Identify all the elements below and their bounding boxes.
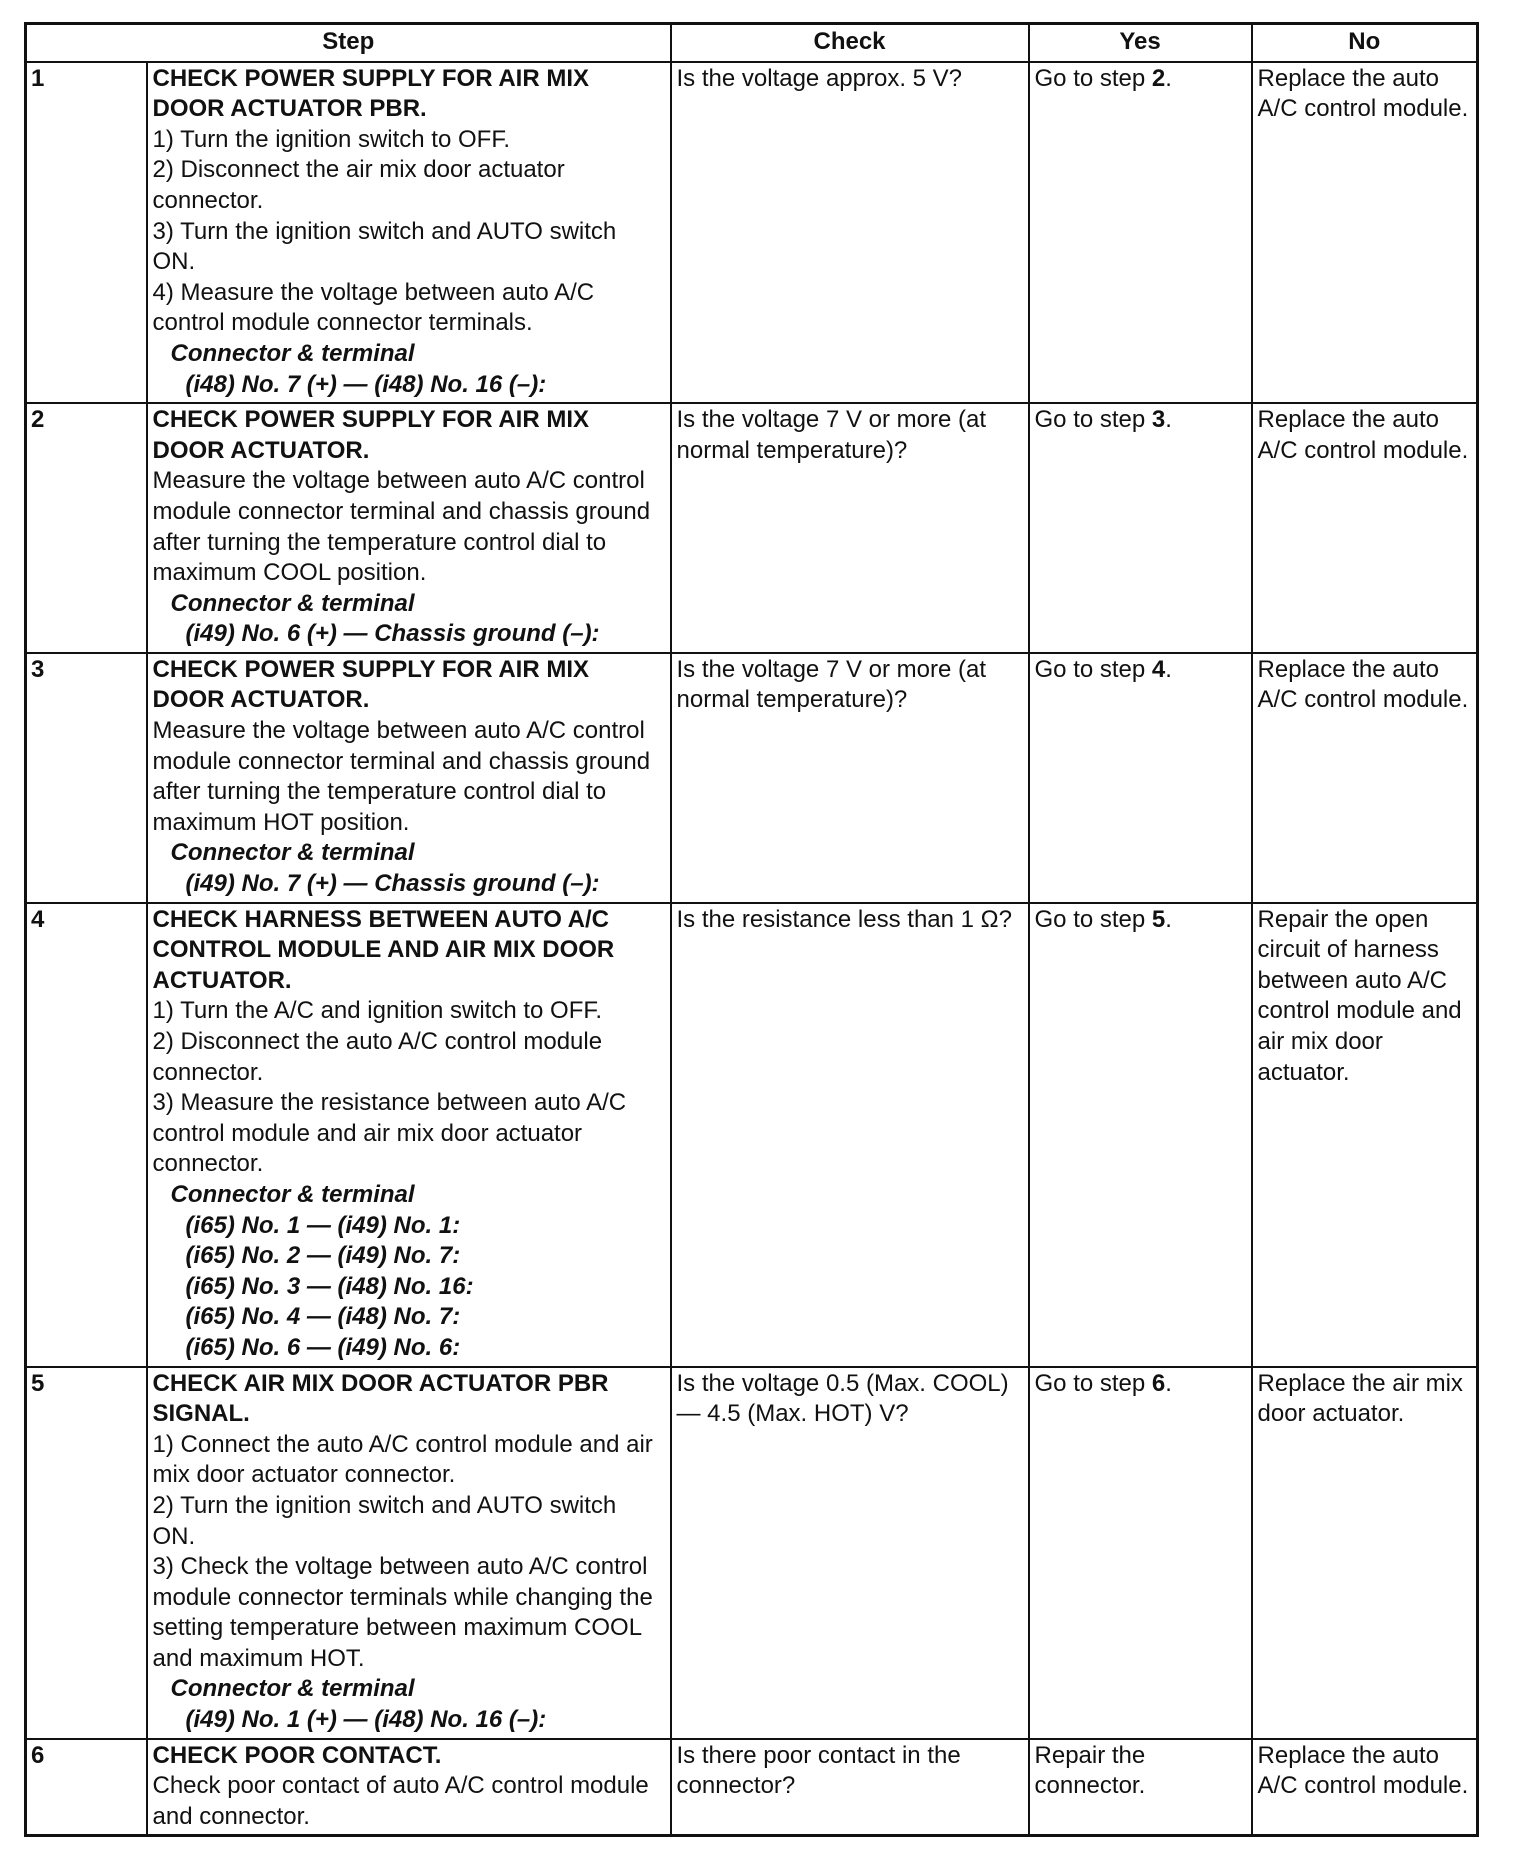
yes-step-number: 5 xyxy=(1151,905,1166,933)
instruction-line: 3) Check the voltage between auto A/C control module connector terminals while changing the setting temperature between maximum COOL and maximum HOT. xyxy=(152,1553,653,1672)
step-number: 3 xyxy=(26,653,147,903)
instruction-line: Measure the voltage between auto A/C control module connector terminal and chassis ground after turning the temperature control dial to maximum HOT position. xyxy=(152,717,651,836)
step-description xyxy=(147,653,671,903)
check-cell: Is the voltage approx. 5 V? xyxy=(671,62,1029,404)
step-description xyxy=(147,1367,671,1739)
instruction-line: Check poor contact of auto A/C control module and connector. xyxy=(152,1772,649,1830)
table-row xyxy=(26,653,1478,903)
terminal-pair: (i65) No. 1 — (i49) No. 1: xyxy=(185,1211,461,1239)
connector-label: Connector & terminal xyxy=(170,1180,415,1208)
instruction-line: 1) Turn the ignition switch to OFF. xyxy=(152,125,510,153)
yes-cell: Go to step 2. xyxy=(1029,62,1252,404)
yes-step-number: 3 xyxy=(1151,406,1166,434)
instruction-line: 3) Measure the resistance between auto A/C control module and air mix door actuator connector. xyxy=(152,1089,627,1178)
step-instructions xyxy=(153,1771,665,1832)
step-instructions xyxy=(153,996,665,1180)
step-title: CHECK HARNESS BETWEEN AUTO A/C CONTROL MODULE AND AIR MIX DOOR ACTUATOR. xyxy=(152,905,615,994)
instruction-line: Measure the voltage between auto A/C control module connector terminal and chassis ground after turning the temperature control dial to maximum COOL position. xyxy=(152,467,651,587)
step-title: CHECK POWER SUPPLY FOR AIR MIX DOOR ACTUATOR PBR. xyxy=(152,64,589,123)
step-description xyxy=(147,1739,671,1836)
connector-terminals xyxy=(153,1211,665,1364)
header-yes: Yes xyxy=(1029,24,1252,62)
step-number: 6 xyxy=(26,1739,147,1836)
no-cell: Replace the auto A/C control module. xyxy=(1252,653,1478,903)
table-header-row xyxy=(26,24,1478,62)
instruction-line: 4) Measure the voltage between auto A/C control module connector terminals. xyxy=(152,278,595,337)
header-check: Check xyxy=(671,24,1029,62)
yes-cell: Repair the connector. xyxy=(1029,1739,1252,1836)
step-instructions xyxy=(153,716,665,838)
step-title: CHECK POWER SUPPLY FOR AIR MIX DOOR ACTUATOR. xyxy=(152,406,589,464)
step-description xyxy=(147,62,671,404)
connector-label: Connector & terminal xyxy=(170,589,415,617)
yes-step-number: 2 xyxy=(1151,64,1166,92)
step-description xyxy=(147,403,671,653)
no-cell: Replace the auto A/C control module. xyxy=(1252,403,1478,653)
step-number: 2 xyxy=(26,403,147,653)
step-number: 5 xyxy=(26,1367,147,1739)
check-cell: Is the resistance less than 1 Ω? xyxy=(671,903,1029,1367)
no-cell: Repair the open circuit of harness between auto A/C control module and air mix door actuator. xyxy=(1252,903,1478,1367)
terminal-pair: (i49) No. 6 (+) — Chassis ground (–): xyxy=(185,620,600,648)
check-cell: Is the voltage 7 V or more (at normal temperature)? xyxy=(671,653,1029,903)
table-row xyxy=(26,1367,1478,1739)
yes-step-number: 4 xyxy=(1151,655,1166,683)
check-cell: Is there poor contact in the connector? xyxy=(671,1739,1029,1836)
no-cell: Replace the auto A/C control module. xyxy=(1252,1739,1478,1836)
instruction-line: 2) Disconnect the auto A/C control module connector. xyxy=(152,1028,603,1086)
table-row xyxy=(26,1739,1478,1836)
instruction-line: 1) Connect the auto A/C control module and air mix door actuator connector. xyxy=(152,1430,653,1489)
instruction-line: 3) Turn the ignition switch and AUTO switch ON. xyxy=(152,217,617,276)
instruction-line: 1) Turn the A/C and ignition switch to OFF. xyxy=(152,997,603,1025)
header-step: Step xyxy=(26,24,671,62)
diagnostic-table xyxy=(24,22,1479,1837)
table-row xyxy=(26,403,1478,653)
yes-step-number: 6 xyxy=(1151,1369,1166,1397)
step-instructions xyxy=(153,1430,665,1675)
connector-terminals xyxy=(153,619,665,650)
terminal-pair: (i65) No. 3 — (i48) No. 16: xyxy=(185,1272,474,1300)
step-instructions xyxy=(153,125,665,339)
connector-terminals xyxy=(153,1705,665,1736)
step-title: CHECK POOR CONTACT. xyxy=(152,1741,442,1769)
step-number: 1 xyxy=(26,62,147,404)
instruction-line: 2) Turn the ignition switch and AUTO switch ON. xyxy=(152,1491,617,1550)
no-cell: Replace the auto A/C control module. xyxy=(1252,62,1478,404)
check-cell: Is the voltage 0.5 (Max. COOL) — 4.5 (Max. HOT) V? xyxy=(671,1367,1029,1739)
terminal-pair: (i65) No. 4 — (i48) No. 7: xyxy=(185,1303,461,1331)
connector-label: Connector & terminal xyxy=(170,1675,415,1703)
connector-terminals xyxy=(153,370,665,401)
terminal-pair: (i49) No. 7 (+) — Chassis ground (–): xyxy=(185,870,600,898)
yes-cell: Go to step 3. xyxy=(1029,403,1252,653)
header-no: No xyxy=(1252,24,1478,62)
step-description xyxy=(147,903,671,1367)
terminal-pair: (i49) No. 1 (+) — (i48) No. 16 (–): xyxy=(185,1706,547,1734)
terminal-pair: (i65) No. 2 — (i49) No. 7: xyxy=(185,1242,461,1270)
no-cell: Replace the air mix door actuator. xyxy=(1252,1367,1478,1739)
table-row xyxy=(26,903,1478,1367)
yes-cell: Go to step 6. xyxy=(1029,1367,1252,1739)
step-instructions xyxy=(153,466,665,588)
yes-cell: Go to step 5. xyxy=(1029,903,1252,1367)
instruction-line: 2) Disconnect the air mix door actuator connector. xyxy=(152,156,565,214)
check-cell: Is the voltage 7 V or more (at normal temperature)? xyxy=(671,403,1029,653)
step-title: CHECK AIR MIX DOOR ACTUATOR PBR SIGNAL. xyxy=(152,1369,609,1428)
terminal-pair: (i65) No. 6 — (i49) No. 6: xyxy=(185,1333,461,1361)
step-number: 4 xyxy=(26,903,147,1367)
terminal-pair: (i48) No. 7 (+) — (i48) No. 16 (–): xyxy=(185,370,547,398)
connector-terminals xyxy=(153,869,665,900)
connector-label: Connector & terminal xyxy=(170,339,415,367)
step-title: CHECK POWER SUPPLY FOR AIR MIX DOOR ACTUATOR. xyxy=(152,655,589,714)
table-row xyxy=(26,62,1478,404)
connector-label: Connector & terminal xyxy=(170,839,415,867)
yes-cell: Go to step 4. xyxy=(1029,653,1252,903)
